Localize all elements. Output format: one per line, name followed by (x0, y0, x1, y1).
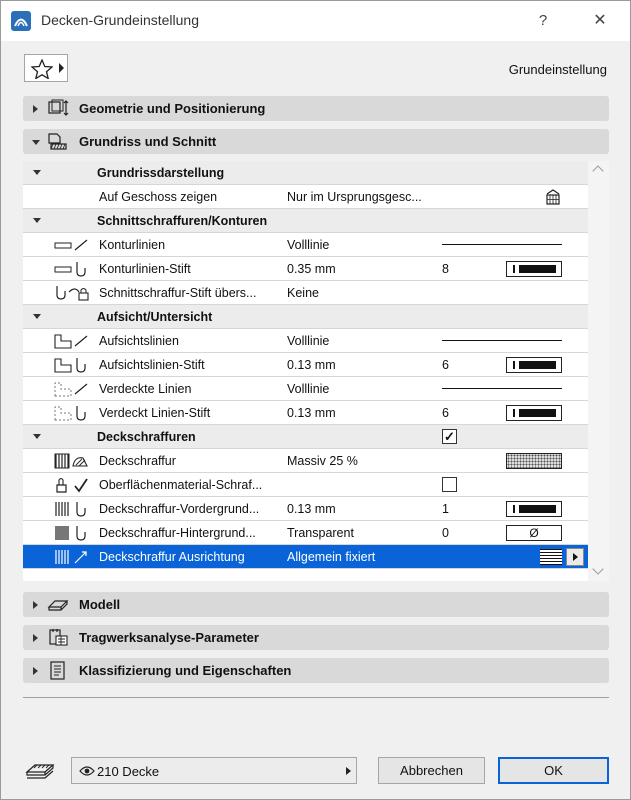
pen-preview[interactable] (506, 357, 562, 373)
panel-model[interactable] (23, 592, 609, 617)
transparent-pen-preview[interactable]: Ø (506, 525, 562, 541)
row-label: Deckschraffur (99, 454, 176, 468)
line-type-preview (442, 340, 562, 341)
floorplan-section-icon (47, 132, 69, 151)
window-title: Decken-Grundeinstellung (41, 12, 199, 28)
line-type-preview (442, 388, 562, 389)
story-icon[interactable] (544, 188, 562, 206)
row-value: 0.13 mm (287, 406, 336, 420)
row-value[interactable]: Nur im Ursprungsgesc... (287, 190, 422, 204)
row-value[interactable]: Massiv 25 % (287, 454, 358, 468)
structural-analysis-icon (47, 628, 69, 647)
row-label: Deckschraffur Ausrichtung (99, 550, 245, 564)
pen-preview[interactable] (506, 501, 562, 517)
group-grundriss[interactable] (23, 161, 588, 185)
row-value[interactable]: Volllinie (287, 238, 330, 252)
surface-material-checkbox[interactable] (442, 477, 457, 492)
row-deckschraffur[interactable] (23, 449, 588, 473)
row-aufsichtslinien[interactable] (23, 329, 588, 353)
row-deckschraffur-ausrichtung[interactable] (23, 545, 588, 569)
cover-fill-icon (53, 452, 93, 470)
row-label: Deckschraffur-Hintergrund... (99, 526, 256, 540)
pen-preview[interactable] (506, 261, 562, 277)
panel-label: Grundriss und Schnitt (79, 134, 217, 149)
geometry-icon (47, 99, 69, 118)
row-label: Konturlinien (99, 238, 166, 252)
row-label: Aufsichtslinien-Stift (99, 358, 205, 372)
classification-icon (47, 661, 69, 680)
expand-arrow-icon (33, 601, 38, 609)
settings-grid (23, 161, 609, 581)
close-button[interactable]: ✕ (593, 12, 607, 29)
panel-floorplan-section[interactable] (23, 129, 609, 154)
help-button[interactable]: ? (538, 12, 548, 29)
row-schnittschraffur-stift[interactable] (23, 281, 588, 305)
row-value: Transparent (287, 526, 354, 540)
group-label: Grundrissdarstellung (97, 166, 225, 180)
archicad-icon (11, 11, 31, 31)
pen-preview[interactable] (506, 405, 562, 421)
dropdown-arrow-icon (59, 63, 64, 73)
fill-preview[interactable] (506, 453, 562, 469)
expand-arrow-icon (33, 105, 38, 113)
group-deckschraffuren[interactable] (23, 425, 588, 449)
title-bar (1, 1, 630, 41)
row-deckschraffur-vordergrund[interactable] (23, 497, 588, 521)
row-value[interactable]: Volllinie (287, 334, 330, 348)
row-value: 0.13 mm (287, 502, 336, 516)
layer-select[interactable] (71, 757, 357, 784)
layer-name: 210 Decke (97, 764, 160, 779)
fill-orientation-icon (53, 548, 93, 566)
collapse-arrow-icon (33, 170, 41, 175)
pen-number[interactable]: 1 (442, 502, 449, 516)
group-label: Schnittschraffuren/Konturen (97, 214, 268, 228)
contour-line-icon (53, 236, 93, 254)
row-label: Oberflächenmaterial-Schraf... (99, 478, 263, 492)
separator (23, 697, 609, 698)
paint-bucket-check-icon (53, 476, 93, 494)
pen-number[interactable]: 6 (442, 358, 449, 372)
row-label: Deckschraffur-Vordergrund... (99, 502, 260, 516)
model-icon (47, 595, 69, 614)
expand-arrow-icon (33, 667, 38, 675)
row-value[interactable]: Allgemein fixiert (287, 550, 376, 564)
collapse-arrow-icon (33, 218, 41, 223)
group-schnitt[interactable] (23, 209, 588, 233)
row-label: Auf Geschoss zeigen (99, 190, 218, 204)
orientation-preview (540, 549, 562, 565)
row-deckschraffur-hintergrund[interactable] (23, 521, 588, 545)
row-label: Verdeckte Linien (99, 382, 192, 396)
row-value[interactable]: Keine (287, 286, 319, 300)
fill-pen-icon (53, 500, 93, 518)
hidden-line-icon (53, 380, 93, 398)
layer-stack-icon (25, 759, 55, 783)
pen-override-icon (53, 284, 93, 302)
grid-scrollbar[interactable] (588, 161, 609, 581)
panel-label: Tragwerksanalyse-Parameter (79, 630, 259, 645)
collapse-arrow-icon (33, 434, 41, 439)
row-label: Schnittschraffur-Stift übers... (99, 286, 257, 300)
panel-classification[interactable] (23, 658, 609, 683)
row-konturlinien-stift[interactable] (23, 257, 588, 281)
panel-label: Geometrie und Positionierung (79, 101, 266, 116)
pen-icon (53, 404, 93, 422)
panel-label: Klassifizierung und Eigenschaften (79, 663, 292, 678)
cancel-button[interactable]: Abbrechen (378, 757, 485, 784)
scroll-up-icon[interactable] (592, 165, 603, 176)
star-icon (31, 59, 53, 79)
collapse-arrow-icon (32, 140, 40, 145)
group-aufsicht[interactable] (23, 305, 588, 329)
panel-label: Modell (79, 597, 121, 612)
row-aufsichtslinien-stift[interactable] (23, 353, 588, 377)
pen-number[interactable]: 8 (442, 262, 449, 276)
panel-structural-analysis[interactable] (23, 625, 609, 650)
group-label: Deckschraffuren (97, 430, 196, 444)
deck-hatch-checkbox[interactable]: ✓ (442, 429, 457, 444)
row-value: 0.35 mm (287, 262, 336, 276)
collapse-arrow-icon (33, 314, 41, 319)
dropdown-arrow-icon (346, 767, 351, 775)
orientation-menu-button[interactable] (566, 548, 584, 566)
scroll-down-icon[interactable] (592, 563, 603, 574)
pen-number[interactable]: 6 (442, 406, 449, 420)
background-pen-icon (53, 524, 93, 542)
ok-button[interactable]: OK (498, 757, 609, 784)
group-label: Aufsicht/Untersicht (97, 310, 213, 324)
row-label: Verdeckt Linien-Stift (99, 406, 211, 420)
pen-number[interactable]: 0 (442, 526, 449, 540)
row-oberflaechenmaterial[interactable] (23, 473, 588, 497)
row-value: 0.13 mm (287, 358, 336, 372)
favorites-button[interactable] (24, 54, 68, 82)
row-label: Konturlinien-Stift (99, 262, 191, 276)
row-label: Aufsichtslinien (99, 334, 179, 348)
line-type-preview (442, 244, 562, 245)
pen-icon (53, 260, 93, 278)
row-value[interactable]: Volllinie (287, 382, 330, 396)
pen-icon (53, 356, 93, 374)
row-verdeckt-linien-stift[interactable] (23, 401, 588, 425)
expand-arrow-icon (33, 634, 38, 642)
overhead-line-icon (53, 332, 93, 350)
row-verdeckte-linien[interactable] (23, 377, 588, 401)
panel-geometry[interactable] (23, 96, 609, 121)
row-konturlinien[interactable] (23, 233, 588, 257)
preset-label: Grundeinstellung (508, 62, 607, 77)
row-auf-geschoss-zeigen[interactable] (23, 185, 588, 209)
eye-icon (79, 764, 95, 778)
